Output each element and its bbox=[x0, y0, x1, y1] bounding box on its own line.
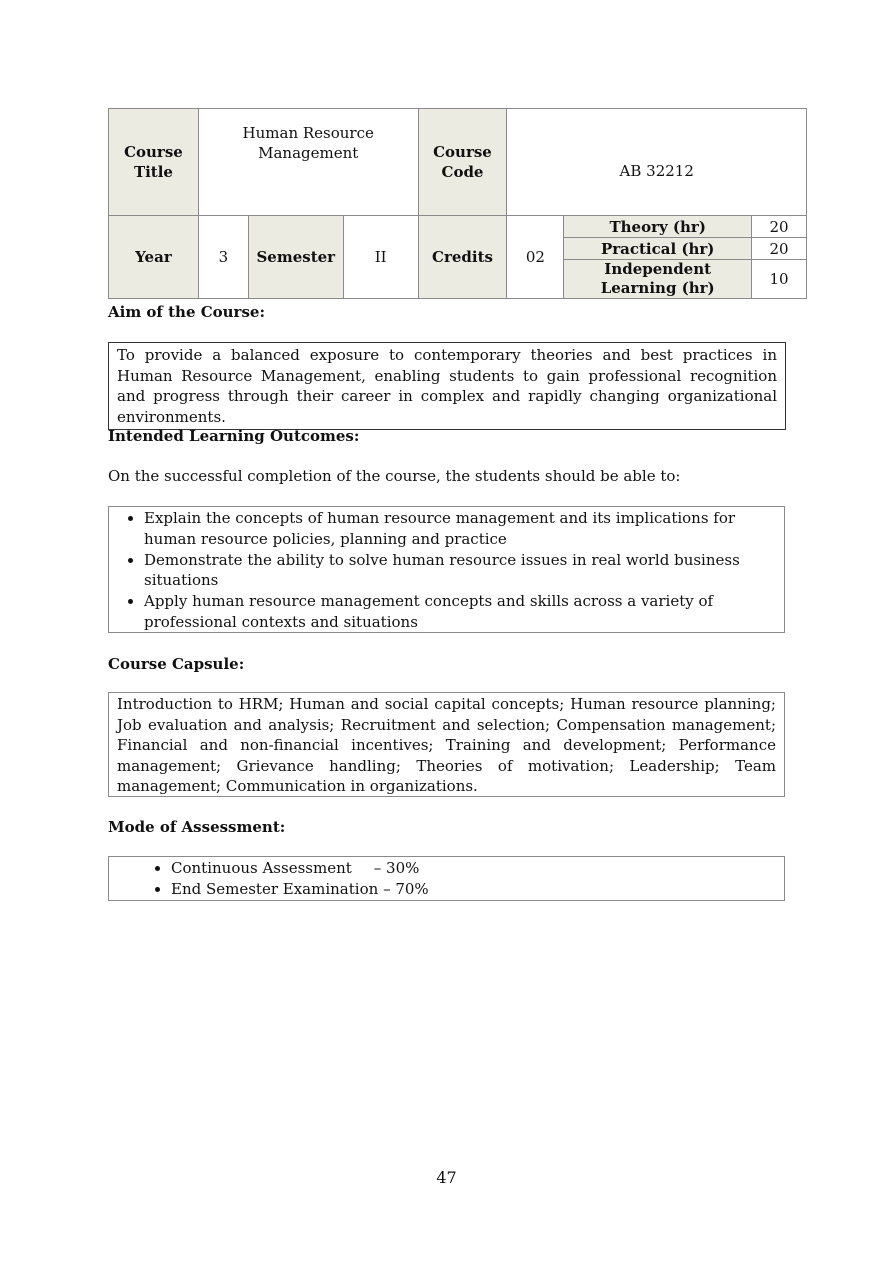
theory-hours-value: 20 bbox=[752, 216, 807, 238]
course-title-value: Human Resource Management bbox=[198, 109, 418, 216]
assessment-label: End Semester Examination bbox=[171, 880, 379, 898]
assessment-value: – 30% bbox=[373, 859, 420, 877]
list-item: • Demonstrate the ability to solve human resource issues in real world business situations bbox=[144, 550, 776, 592]
ilo-list bbox=[109, 508, 784, 633]
assessment-label: Continuous Assessment bbox=[171, 859, 352, 877]
list-item bbox=[171, 858, 776, 879]
capsule-box bbox=[108, 692, 785, 797]
credits-value: 02 bbox=[507, 216, 564, 299]
course-info-table bbox=[108, 108, 807, 299]
practical-hours-value: 20 bbox=[752, 238, 807, 260]
credits-label: Credits bbox=[418, 216, 507, 299]
capsule-text: Introduction to HRM; Human and social capital concepts; Human resource planning; Job evaluation and analysis; Recruitment and selection; Compensation management; Financial and non-financial incentives; Training and development; Performance management; Grievance handling; Theories of motivation; Leadership; Team management; Communication in organizations. bbox=[117, 695, 776, 796]
aim-text: To provide a balanced exposure to contemporary theories and best practices in Human Resource Management, enabling students to gain professional recognition and progress through their career in complex and rapidly changing organizational environments. bbox=[117, 346, 777, 426]
semester-label: Semester bbox=[248, 216, 343, 299]
ilo-heading: Intended Learning Outcomes: bbox=[108, 427, 360, 445]
assessment-box bbox=[108, 856, 785, 901]
ilo-intro: On the successful completion of the course, the students should be able to: bbox=[108, 467, 681, 485]
assessment-heading: Mode of Assessment: bbox=[108, 818, 286, 836]
theory-hours-label: Theory (hr) bbox=[564, 216, 752, 238]
list-item: • Explain the concepts of human resource management and its implications for human resource policies, planning and practice bbox=[144, 508, 776, 550]
list-item: • Apply human resource management concepts and skills across a variety of professional contexts and situations bbox=[144, 591, 776, 633]
assessment-list bbox=[109, 858, 784, 900]
year-value: 3 bbox=[198, 216, 248, 299]
independent-hours-label: Independent Learning (hr) bbox=[564, 260, 752, 299]
aim-box bbox=[108, 342, 786, 430]
year-label: Year bbox=[109, 216, 199, 299]
course-code-value: AB 32212 bbox=[507, 109, 807, 216]
practical-hours-label: Practical (hr) bbox=[564, 238, 752, 260]
page-number: 47 bbox=[436, 1168, 457, 1187]
list-item bbox=[171, 879, 776, 900]
semester-value: II bbox=[343, 216, 418, 299]
course-code-label: Course Code bbox=[418, 109, 507, 216]
capsule-heading: Course Capsule: bbox=[108, 655, 245, 673]
ilo-box bbox=[108, 506, 785, 633]
aim-heading: Aim of the Course: bbox=[108, 303, 265, 321]
assessment-value: – 70% bbox=[383, 880, 429, 898]
independent-hours-value: 10 bbox=[752, 260, 807, 299]
course-title-label: Course Title bbox=[109, 109, 199, 216]
